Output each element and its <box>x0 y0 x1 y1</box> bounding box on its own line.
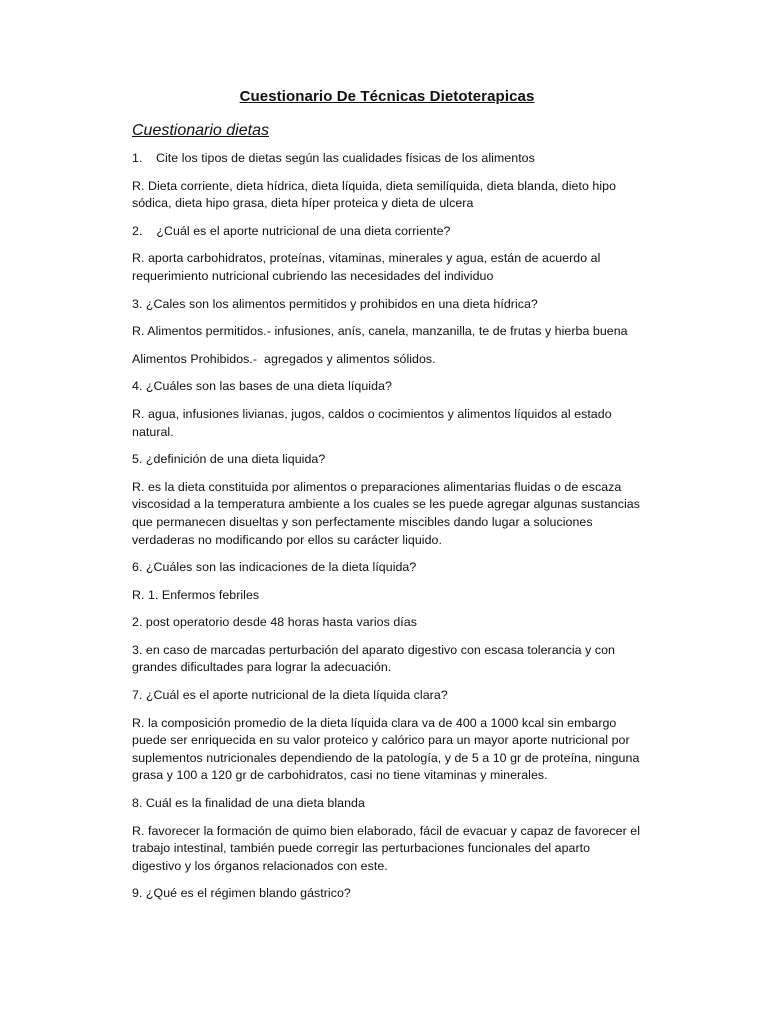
answer-3-permitted: R. Alimentos permitidos.- infusiones, anís, canela, manzanilla, te de frutas y hierba buena <box>132 324 628 339</box>
answer-1: R. Dieta corriente, dieta hídrica, dieta líquida, dieta semilíquida, dieta blanda, dieto hipo sódica, dieta hipo grasa, dieta híper proteica y dieta de ulcera <box>132 178 617 211</box>
question-1-number: 1. <box>132 151 143 165</box>
question-3: 3. ¿Cales son los alimentos permitidos y prohibidos en una dieta hídrica? <box>132 296 538 311</box>
answer-6-item-3: 3. en caso de marcadas perturbación del aparato digestivo con escasa tolerancia y con grandes dificultades para lograr la adecuación. <box>132 642 615 675</box>
answer-4: R. agua, infusiones livianas, jugos, caldos o cocimientos y alimentos líquidos al estado natural. <box>132 406 612 439</box>
answer-5: R. es la dieta constituida por alimentos o preparaciones alimentarias fluidas o de escaza viscosidad a la temperatura ambiente a los cuales se les puede agregar algunas sustancias que permanecen disueltas y son perfectamente miscibles dando lugar a soluciones verdaderas no modificando por ellos su carácter liquido. <box>132 479 640 547</box>
answer-7: R. la composición promedio de la dieta líquida clara va de 400 a 1000 kcal sin embargo puede ser enriquecida en su valor proteico y calórico para un mayor aporte nutricional por suplementos nutricionales dependiendo de la patología, y de 5 a 10 gr de proteína, ninguna grasa y 100 a 120 gr de carbohidratos, casi no tiene vitaminas y minerales. <box>132 715 640 783</box>
question-2: 2. ¿Cuál es el aporte nutricional de una dieta corriente? <box>132 223 451 238</box>
answer-6-item-1: R. 1. Enfermos febriles <box>132 587 260 602</box>
answer-8: R. favorecer la formación de quimo bien elaborado, fácil de evacuar y capaz de favorecer el trabajo intestinal, también puede corregir las perturbaciones funcionales del aparto digestivo y los órganos relacionados con este. <box>132 823 641 873</box>
section-subtitle: Cuestionario dietas <box>132 122 269 139</box>
question-4: 4. ¿Cuáles son las bases de una dieta líquida? <box>132 379 392 394</box>
answer-6-item-2: 2. post operatorio desde 48 horas hasta varios días <box>132 615 417 630</box>
document-title: Cuestionario De Técnicas Dietoterapicas <box>239 88 535 105</box>
question-8: 8. Cuál es la finalidad de una dieta blanda <box>132 796 365 811</box>
question-5: 5. ¿definición de una dieta liquida? <box>132 452 326 467</box>
question-9: 9. ¿Qué es el régimen blando gástrico? <box>132 886 351 901</box>
question-1 <box>132 150 642 168</box>
answer-3-prohibited: Alimentos Prohibidos.- agregados y alimentos sólidos. <box>132 351 436 366</box>
question-7: 7. ¿Cuál es el aporte nutricional de la dieta líquida clara? <box>132 688 448 703</box>
document-content <box>132 86 642 913</box>
question-6: 6. ¿Cuáles son las indicaciones de la dieta líquida? <box>132 560 417 575</box>
question-1-text: Cite los tipos de dietas según las cualidades físicas de los alimentos <box>156 151 535 165</box>
answer-2: R. aporta carbohidratos, proteínas, vitaminas, minerales y agua, están de acuerdo al requerimiento nutricional cubriendo las necesidades del individuo <box>132 251 601 283</box>
